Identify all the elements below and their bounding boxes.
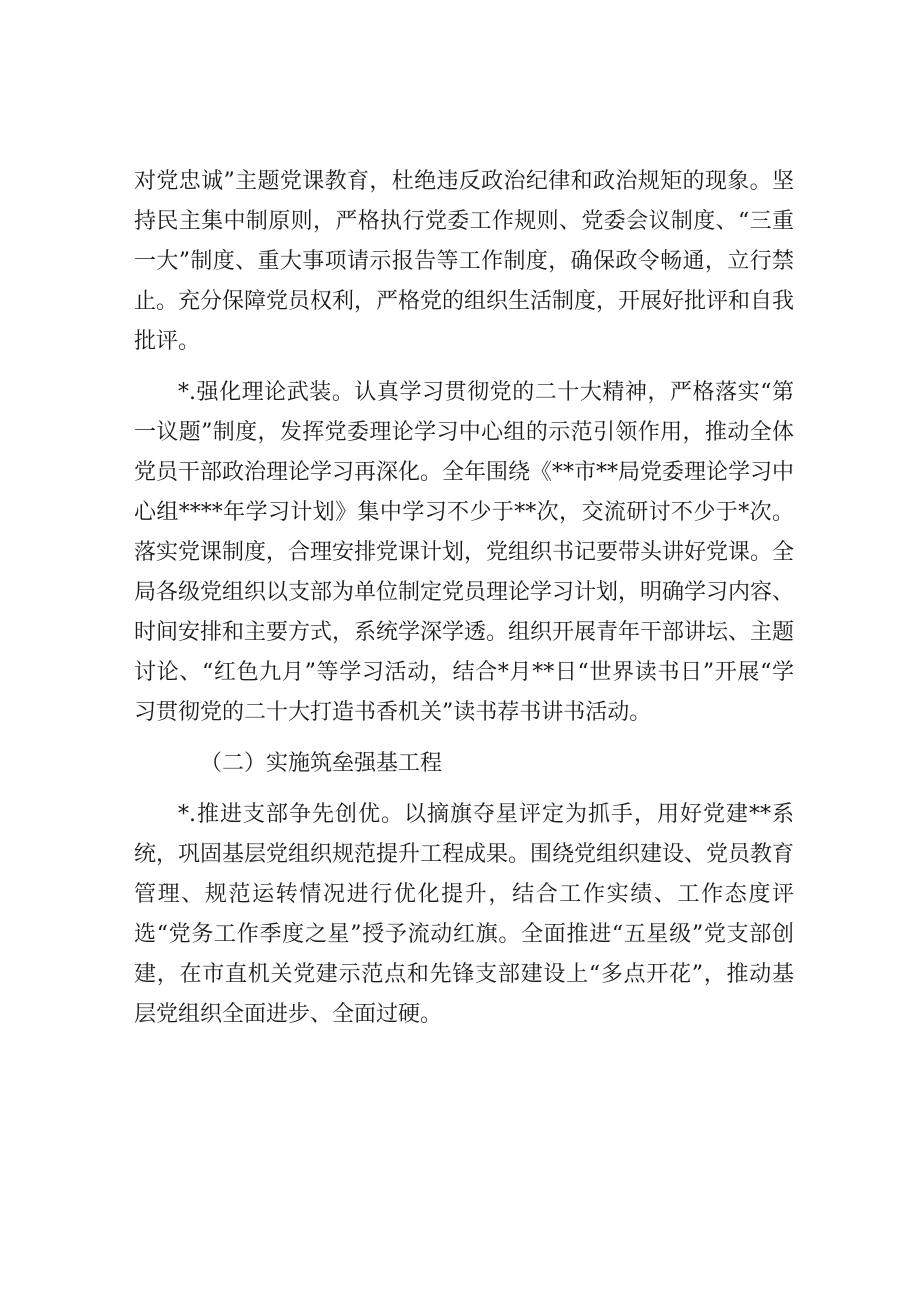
section-heading: （二）实施筑垒强基工程 [200, 751, 443, 776]
paragraph-branch-excellence: *.推进支部争先创优。以摘旗夺星评定为抓手，用好党建**系统，巩固基层党组织规范提升工程成果。围绕党组织建设、党员教育管理、规范运转情况进行优化提升，结合工作实绩、工作态度评选“党务工作季度之星”授予流动红旗。全面推进“五星级”党支部创建，在市直机关党建示范点和先锋支部建设上“多点开花”，推动基层党组织全面进步、全面过硬。 [134, 802, 795, 1027]
document-body [134, 162, 794, 1035]
paragraph-theory-study: *.强化理论武装。认真学习贯彻党的二十大精神，严格落实“第一议题”制度，发挥党委理论学习中心组的示范引领作用，推动全体党员干部政治理论学习再深化。全年围绕《**市**局党委理论学习中心组****年学习计划》集中学习不少于**次，交流研讨不少于*次。落实党课制度，合理安排党课计划，党组织书记要带头讲好党课。全局各级党组织以支部为单位制定党员理论学习计划，明确学习内容、时间安排和主要方式，系统学深学透。组织开展青年干部讲坛、主题讨论、“红色九月”等学习活动，结合*月**日“世界读书日”开展“学习贯彻党的二十大打造书香机关”读书荐书讲书活动。 [134, 380, 795, 725]
paragraph-continued: 对党忠诚”主题党课教育，杜绝违反政治纪律和政治规矩的现象。坚持民主集中制原则，严格执行党委工作规则、党委会议制度、“三重一大”制度、重大事项请示报告等工作制度，确保政令畅通，立行禁止。充分保障党员权利，严格党的组织生活制度，开展好批评和自我批评。 [134, 169, 795, 354]
